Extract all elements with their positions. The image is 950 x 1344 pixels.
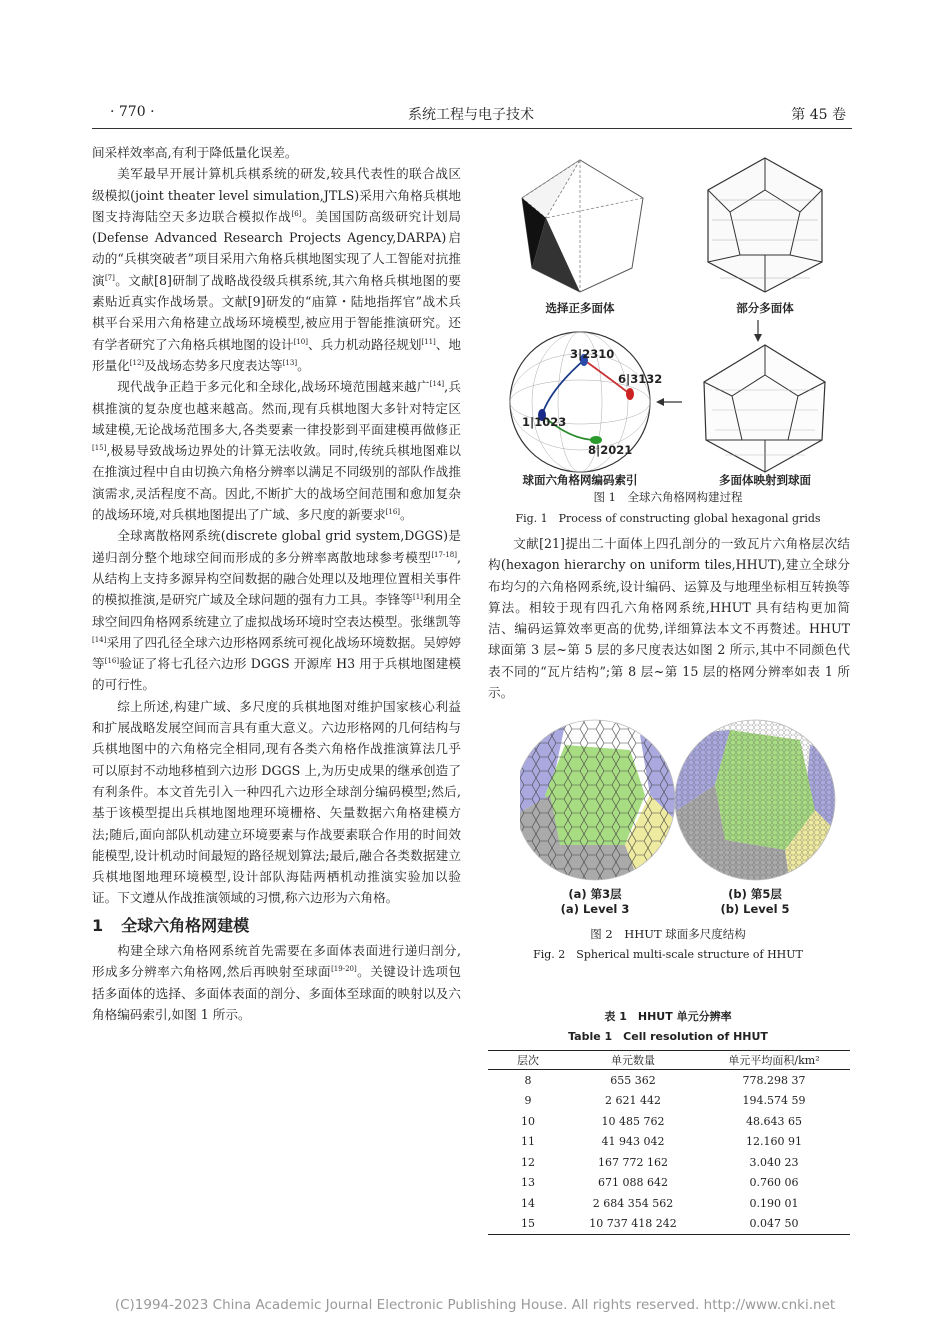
journal-title: 系统工程与电子技术 bbox=[408, 107, 534, 123]
level5-sphere bbox=[670, 715, 840, 885]
cell-area: 0.190 01 bbox=[749, 1196, 799, 1210]
paragraph: 美军最早开展计算机兵棋系统的研发,较具代表性的联合战区级模拟(joint theater level simulation,JTLS)采用六角格兵棋地图支持海陆空天多边联合模拟作战[6]。美国国防高级研究计划局(Defense Advanced Research Projects Agency,DARPA)启动的“兵棋突破者”项目采用六角格兵棋地图实现了人工智能对抗推演[7]。文献[8]研制了战略战役级兵棋系统,其六角格兵棋地图的要素贴近真实作战场景。文献[9]研发的“庙算・陆地指挥官”战术兵棋平台采用六角格建立战场环境模型,被应用于智能推演研究。还有学者研究了六角格兵棋地图的设计[10]、兵力机动路径规划[11]、地形量化[12]及战场态势多尺度表达等[13]。 bbox=[92, 166, 462, 373]
level3-sphere bbox=[520, 715, 680, 885]
page-number: · 770 · bbox=[110, 104, 155, 120]
table-header-row bbox=[488, 1051, 850, 1070]
volume-label: 第 45 卷 bbox=[791, 107, 846, 123]
table-row bbox=[488, 1173, 850, 1194]
col-header-level: 层次 bbox=[488, 1051, 568, 1070]
mapped-polyhedron-drawing bbox=[704, 345, 825, 472]
code-3-2310: 3|2310 bbox=[570, 347, 615, 361]
cell-area: 0.760 06 bbox=[749, 1176, 799, 1190]
citation-ref: [15] bbox=[92, 444, 107, 453]
citation-ref: [16] bbox=[104, 657, 120, 666]
cell-level: 13 bbox=[521, 1176, 535, 1190]
fig2-label-b-en: (b) Level 5 bbox=[720, 902, 790, 916]
table-1-title: 表 1 HHUT 单元分辨率 bbox=[604, 1010, 732, 1023]
citation-ref: [14] bbox=[92, 635, 107, 644]
code-1-1023: 1|1023 bbox=[522, 415, 567, 429]
citation-ref: [17-18] bbox=[431, 550, 457, 559]
cell-level: 15 bbox=[488, 1214, 568, 1235]
fig2-label-a-en: (a) Level 3 bbox=[560, 902, 630, 916]
table-1-title-en: Table 1 Cell resolution of HHUT bbox=[568, 1030, 768, 1043]
table-row bbox=[488, 1070, 850, 1091]
cell-level: 10 bbox=[521, 1114, 535, 1128]
table-row bbox=[488, 1193, 850, 1214]
fig2-label-b-zh: (b) 第5层 bbox=[728, 887, 782, 901]
fig1-label-mapping: 多面体映射到球面 bbox=[719, 473, 811, 487]
table-row bbox=[488, 1214, 850, 1235]
cell-count: 671 088 642 bbox=[598, 1176, 668, 1190]
col-header-area: 单元平均面积/km² bbox=[698, 1051, 850, 1070]
code-8-2021: 8|2021 bbox=[588, 443, 633, 457]
code-6-3132: 6|3132 bbox=[618, 372, 663, 386]
cell-area: 778.298 37 bbox=[742, 1073, 806, 1087]
citation-ref: [6] bbox=[291, 209, 302, 218]
section-heading bbox=[92, 915, 461, 936]
cell-count: 10 737 418 242 bbox=[568, 1214, 698, 1235]
paragraph: 构建全球六角格网系统首先需要在多面体表面进行递归剖分,形成多分辨率六角格网,然后再映射至球面[19-20]。关键设计选项包括多面体的选择、多面体表面的剖分、多面体至球面的映射以及六角格编码索引,如图 1 所示。 bbox=[92, 942, 461, 1022]
table-row bbox=[488, 1091, 850, 1112]
header-rule bbox=[92, 128, 852, 129]
cell-area: 194.574 59 bbox=[742, 1094, 806, 1108]
cell-count: 2 621 442 bbox=[605, 1094, 661, 1108]
cell-level: 11 bbox=[521, 1135, 535, 1149]
citation-ref: [1] bbox=[413, 593, 423, 602]
fig2-label-a-zh: (a) 第3层 bbox=[568, 887, 622, 901]
cell-count: 2 684 354 562 bbox=[592, 1196, 674, 1210]
citation-ref: [14] bbox=[429, 380, 445, 389]
cell-level: 12 bbox=[521, 1155, 535, 1169]
cell-area: 3.040 23 bbox=[749, 1155, 799, 1169]
right-column bbox=[488, 533, 850, 703]
arrow-left-head-icon bbox=[656, 398, 664, 406]
citation-ref: [7] bbox=[104, 273, 115, 282]
table-row bbox=[488, 1152, 850, 1173]
paragraph: 间采样效率高,有利于降低量化误差。 bbox=[92, 145, 298, 160]
citation-ref: [11] bbox=[421, 337, 436, 346]
icosahedron-drawing bbox=[522, 160, 643, 292]
citation-ref: [10] bbox=[293, 337, 308, 346]
copyright-footer: (C)1994-2023 China Academic Journal Electronic Publishing House. All rights reserved. http://www.cnki.net bbox=[114, 1297, 836, 1313]
figure-2-caption: 图 2 HHUT 球面多尺度结构 bbox=[590, 927, 746, 941]
section-number: 1 bbox=[92, 915, 104, 935]
citation-ref: [13] bbox=[282, 358, 298, 367]
citation-ref: [19-20] bbox=[331, 965, 357, 974]
citation-ref: [16] bbox=[385, 508, 401, 517]
figure-2-caption-en: Fig. 2 Spherical multi-scale structure of HHUT bbox=[533, 948, 803, 961]
partial-polyhedron-drawing bbox=[708, 158, 822, 292]
cell-level: 9 bbox=[524, 1094, 532, 1108]
fig1-label-index: 球面六角格网编码索引 bbox=[522, 473, 638, 487]
running-header bbox=[92, 104, 850, 126]
cell-level: 14 bbox=[521, 1196, 535, 1210]
section-title: 全球六角格网建模 bbox=[121, 915, 250, 935]
cell-count: 10 485 762 bbox=[601, 1114, 665, 1128]
arrow-down-head-icon bbox=[754, 334, 762, 342]
col-header-count: 单元数量 bbox=[568, 1051, 698, 1070]
left-column bbox=[92, 142, 461, 1025]
cell-count: 655 362 bbox=[610, 1073, 656, 1087]
table-row bbox=[488, 1132, 850, 1153]
fig1-label-partial: 部分多面体 bbox=[736, 301, 794, 315]
cell-count: 167 772 162 bbox=[598, 1155, 668, 1169]
cell-resolution-table bbox=[488, 1050, 850, 1235]
figure-1-caption: 图 1 全球六角格网构建过程 bbox=[593, 490, 743, 504]
paragraph: 全球离散格网系统(discrete global grid system,DGGS)是递归剖分整个地球空间而形成的多分辨率离散地球参考模型[17-18],从结构上支持多源异构空间数据的融合处理以及地理位置相关事件的模拟推演,是研究广域及全球问题的强有力工具。李锋等[1]利用全球空间四角格网系统建立了虚拟战场环境时空表达模型。张继凯等[14]采用了四孔径全球六边形格网系统可视化战场环境数据。吴婷婷等[16]验证了将七孔径六边形 DGGS 开源库 H3 用于兵棋地图建模的可行性。 bbox=[92, 528, 462, 693]
paragraph: 文献[21]提出二十面体上四孔剖分的一致瓦片六角格层次结构(hexagon hierarchy on uniform tiles,HHUT),建立全球分布均匀的六角格网系统,设计编码、运算及与地理坐标相互转换等算法。相较于现有四孔六角格网系统,HHUT 具有结构更加简洁、编码运算效率更高的优势,详细算法本文不再赘述。HHUT 球面第 3 层~第 5 层的多尺度表达如图 2 所示,其中不同颜色代表不同的“瓦片结构”;第 8 层~第 15 层的格网分辨率如表 1 所示。 bbox=[488, 536, 850, 701]
table-row bbox=[488, 1111, 850, 1132]
cell-count: 41 943 042 bbox=[601, 1135, 665, 1149]
cell-level: 8 bbox=[524, 1073, 532, 1087]
paragraph: 综上所述,构建广域、多尺度的兵棋地图对维护国家核心利益和扩展战略发展空间而言具有重大意义。六边形格网的几何结构与兵棋地图中的六角格完全相同,现有各类六角格作战推演算法几乎可以原封不动地移植到六边形 DGGS 上,为历史成果的继承创造了有利条件。本文首先引入一种四孔六边形全球剖分编码模型;然后,基于该模型提出兵棋地图地理环境栅格、矢量数据六角格建模方法;随后,面向部队机动建立环境要素与作战要素联合作用的时间效能模型,设计机动时间最短的路径规划算法;最后,融合各类数据建立兵棋地图地理环境模型,设计部队海陆两栖机动推演实验加以验证。下文遵从作战推演领域的习惯,称六边形为六角格。 bbox=[92, 698, 461, 906]
cell-area: 48.643 65 bbox=[746, 1114, 802, 1128]
fig1-label-select: 选择正多面体 bbox=[545, 301, 615, 315]
figure-1-caption-en: Fig. 1 Process of constructing global hexagonal grids bbox=[515, 512, 821, 525]
cell-area: 12.160 91 bbox=[746, 1135, 802, 1149]
paragraph: 现代战争正趋于多元化和全球化,战场环境范围越来越广[14],兵棋推演的复杂度也越来越高。然而,现有兵棋地图大多针对特定区域建模,无论战场范围多大,各类要素一律投影到平面建模再做修正[15],极易导致战场边界处的计算无法收敛。同时,传统兵棋地图难以在推演过程中自由切换六角格分辨率以满足不同级别的部队作战推演需求,灵活程度不高。因此,不断扩大的战场空间范围和愈加复杂的战场环境,对兵棋地图提出了广域、多尺度的新要求[16]。 bbox=[92, 379, 461, 523]
cell-area: 0.047 50 bbox=[698, 1214, 850, 1235]
figure-1 bbox=[500, 150, 840, 490]
figure-2 bbox=[520, 715, 840, 920]
citation-ref: [12] bbox=[129, 358, 145, 367]
